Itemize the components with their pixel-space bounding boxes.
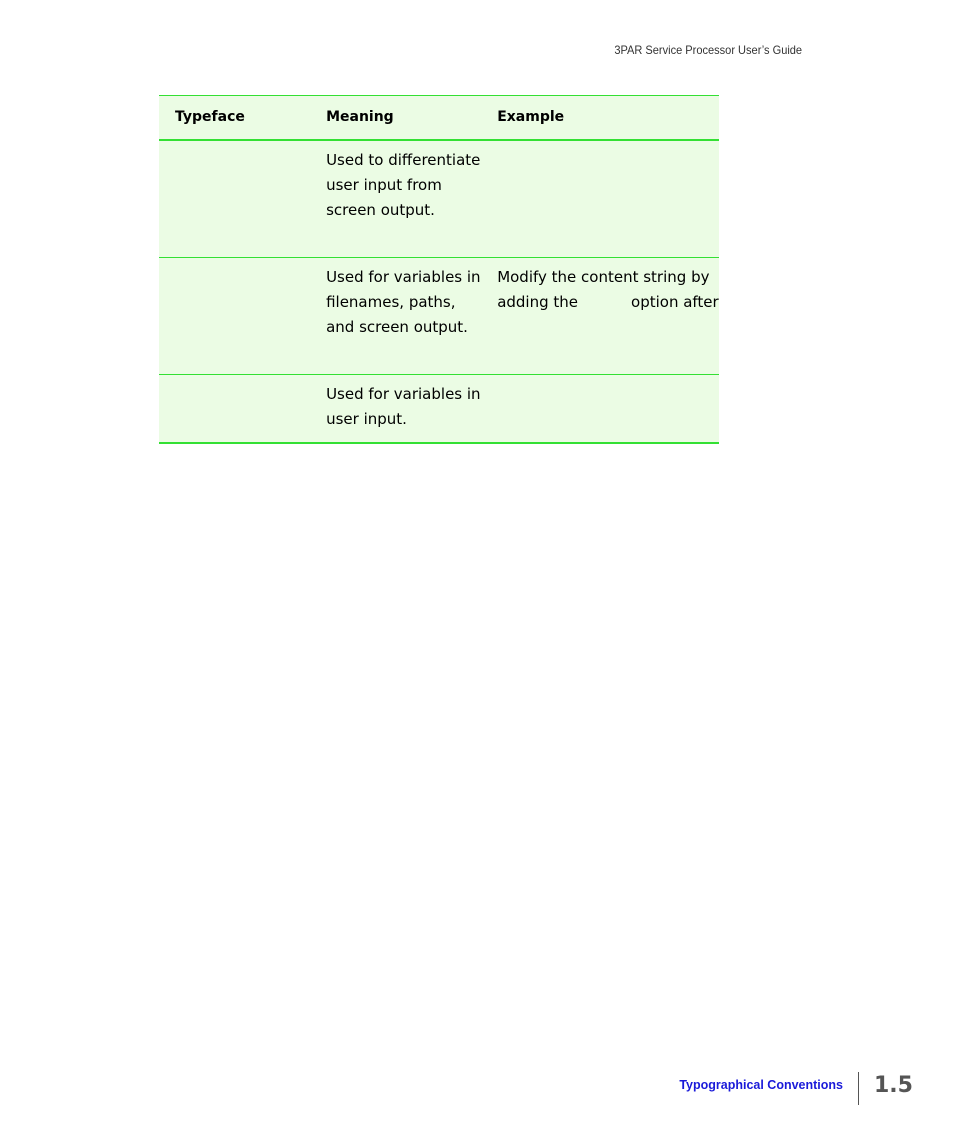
- meaning-cell: Used to differentiate user input from screen output.: [326, 150, 481, 219]
- typeface-cell: [159, 140, 310, 258]
- table-row: [159, 258, 719, 375]
- column-header-example: Example: [497, 109, 565, 126]
- table-row: [159, 375, 719, 444]
- typographical-conventions-table: [159, 95, 719, 444]
- typeface-cell: [159, 375, 310, 444]
- running-header: 3PAR Service Processor User’s Guide: [614, 43, 802, 57]
- column-header-meaning: Meaning: [326, 109, 394, 126]
- meaning-cell: Used for variables in filenames, paths, and screen output.: [326, 268, 481, 336]
- typeface-cell: [159, 258, 310, 375]
- example-cell: [481, 375, 719, 444]
- example-cell: [481, 258, 719, 375]
- meaning-cell: Used for variables in user input.: [326, 385, 481, 428]
- example-text-start: Modify the content string by adding the: [497, 268, 710, 311]
- page-number: 1.5: [874, 1073, 913, 1098]
- footer-section-title: Typographical Conventions: [679, 1078, 843, 1092]
- example-cell: [481, 140, 719, 258]
- example-text-end: option after: [631, 293, 719, 311]
- table-header-row: [159, 96, 719, 140]
- table-row: [159, 140, 719, 258]
- column-header-typeface: Typeface: [175, 109, 245, 126]
- footer-divider: [858, 1072, 859, 1105]
